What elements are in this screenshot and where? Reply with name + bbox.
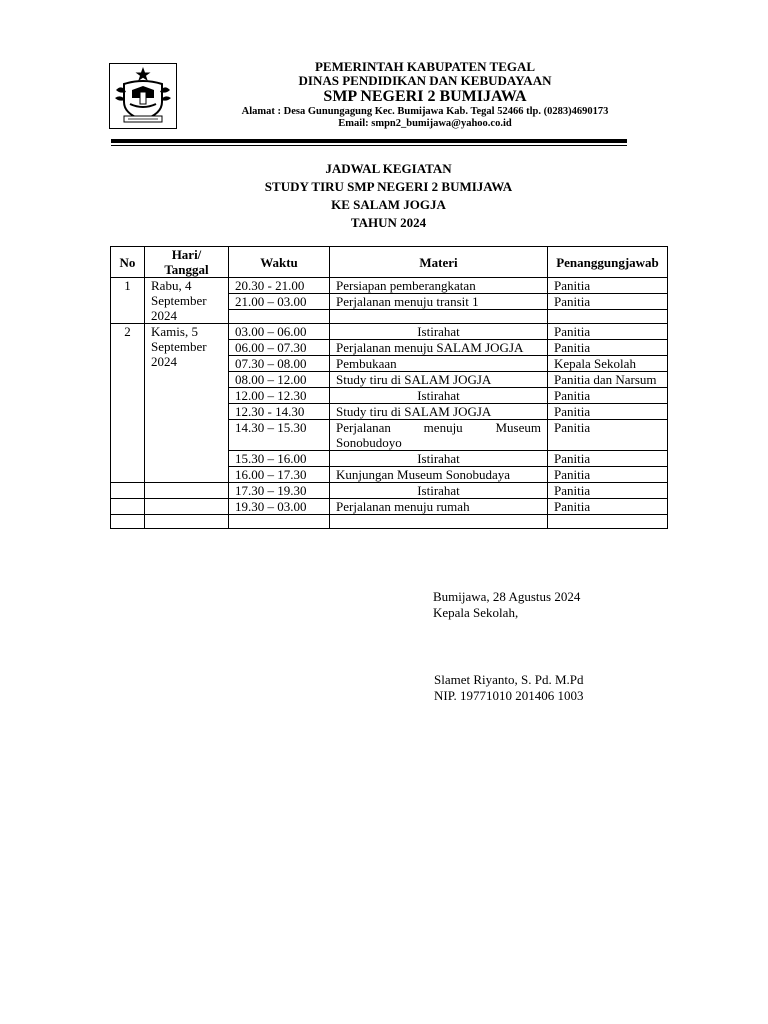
empty-cell: [330, 515, 548, 529]
time-cell: 08.00 – 12.00: [229, 372, 330, 388]
day-date-cell: Rabu, 4 September 2024: [145, 278, 229, 324]
time-cell: 12.30 - 14.30: [229, 404, 330, 420]
empty-cell: [229, 515, 330, 529]
table-header-row: [111, 247, 668, 278]
person-in-charge-cell: Panitia: [548, 467, 668, 483]
person-in-charge-cell: Panitia: [548, 420, 668, 451]
time-cell: 20.30 - 21.00: [229, 278, 330, 294]
time-cell: 06.00 – 07.30: [229, 340, 330, 356]
letterhead-email: Email: smpn2_bumijawa@yahoo.co.id: [338, 118, 512, 129]
empty-cell: [548, 515, 668, 529]
activity-cell: Perjalanan menuju Museum Sonobudoyo: [330, 420, 548, 451]
activity-cell: Istirahat: [330, 483, 548, 499]
person-in-charge-cell: Panitia: [548, 278, 668, 294]
empty-cell: [548, 310, 668, 324]
time-cell: 03.00 – 06.00: [229, 324, 330, 340]
title-line-1: JADWAL KEGIATAN: [325, 161, 452, 176]
empty-cell: [111, 499, 145, 515]
day-number-cell: 2: [111, 324, 145, 483]
time-cell: 16.00 – 17.30: [229, 467, 330, 483]
person-in-charge-cell: Panitia: [548, 499, 668, 515]
day-number-cell: 1: [111, 278, 145, 324]
header-penanggungjawab: Penanggungjawab: [548, 247, 668, 278]
table-row: [111, 278, 668, 294]
letterhead-government: PEMERINTAH KABUPATEN TEGAL: [314, 59, 536, 74]
letterhead-school: SMP NEGERI 2 BUMIJAWA: [323, 88, 527, 105]
signature-place-date: Bumijawa, 28 Agustus 2024: [433, 589, 581, 604]
activity-cell: Study tiru di SALAM JOGJA: [330, 372, 548, 388]
regency-emblem-icon: [109, 63, 177, 129]
title-line-3: KE SALAM JOGJA: [331, 197, 446, 212]
activity-cell: Perjalanan menuju rumah: [330, 499, 548, 515]
letterhead-address: Alamat : Desa Gunungagung Kec. Bumijawa Kab. Tegal 52466 tlp. (0283)4690173: [241, 106, 609, 117]
empty-cell: [330, 310, 548, 324]
time-cell: 12.00 – 12.30: [229, 388, 330, 404]
empty-cell: [145, 483, 229, 499]
empty-cell: [145, 515, 229, 529]
document-title: [110, 160, 667, 232]
empty-cell: [229, 310, 330, 324]
signature-title: Kepala Sekolah,: [433, 605, 519, 620]
person-in-charge-cell: Panitia dan Narsum: [548, 372, 668, 388]
title-line-4: TAHUN 2024: [350, 215, 427, 230]
time-cell: 17.30 – 19.30: [229, 483, 330, 499]
letterhead-rule-thin: [111, 145, 627, 146]
activity-cell: Istirahat: [330, 451, 548, 467]
time-cell: 15.30 – 16.00: [229, 451, 330, 467]
activity-cell: Istirahat: [330, 324, 548, 340]
signatory-name: Slamet Riyanto, S. Pd. M.Pd: [434, 672, 584, 687]
activity-cell: Persiapan pemberangkatan: [330, 278, 548, 294]
letterhead-rule-thick: [111, 139, 627, 143]
day-date-cell: Kamis, 5 September 2024: [145, 324, 229, 483]
person-in-charge-cell: Panitia: [548, 340, 668, 356]
person-in-charge-cell: Panitia: [548, 451, 668, 467]
time-cell: 19.30 – 03.00: [229, 499, 330, 515]
schedule-table: [110, 246, 668, 529]
header-no: No: [111, 247, 145, 278]
person-in-charge-cell: Panitia: [548, 388, 668, 404]
header-waktu: Waktu: [229, 247, 330, 278]
table-row: [111, 324, 668, 340]
person-in-charge-cell: Panitia: [548, 404, 668, 420]
activity-cell: Istirahat: [330, 388, 548, 404]
table-row: [111, 499, 668, 515]
person-in-charge-cell: Panitia: [548, 483, 668, 499]
activity-cell: Study tiru di SALAM JOGJA: [330, 404, 548, 420]
time-cell: 07.30 – 08.00: [229, 356, 330, 372]
person-in-charge-cell: Panitia: [548, 324, 668, 340]
header-materi: Materi: [330, 247, 548, 278]
activity-cell: Perjalanan menuju transit 1: [330, 294, 548, 310]
signatory-nip: NIP. 19771010 201406 1003: [434, 688, 584, 703]
table-row: [111, 483, 668, 499]
time-cell: 21.00 – 03.00: [229, 294, 330, 310]
activity-cell: Perjalanan menuju SALAM JOGJA: [330, 340, 548, 356]
table-row: [111, 515, 668, 529]
letterhead: [175, 60, 675, 130]
title-line-2: STUDY TIRU SMP NEGERI 2 BUMIJAWA: [264, 179, 513, 194]
letterhead-agency: DINAS PENDIDIKAN DAN KEBUDAYAAN: [298, 73, 552, 88]
empty-cell: [111, 483, 145, 499]
time-cell: 14.30 – 15.30: [229, 420, 330, 451]
empty-cell: [145, 499, 229, 515]
empty-cell: [111, 515, 145, 529]
activity-cell: Pembukaan: [330, 356, 548, 372]
person-in-charge-cell: Panitia: [548, 294, 668, 310]
activity-cell: Kunjungan Museum Sonobudaya: [330, 467, 548, 483]
header-hari-tanggal: Hari/ Tanggal: [145, 247, 229, 278]
person-in-charge-cell: Kepala Sekolah: [548, 356, 668, 372]
